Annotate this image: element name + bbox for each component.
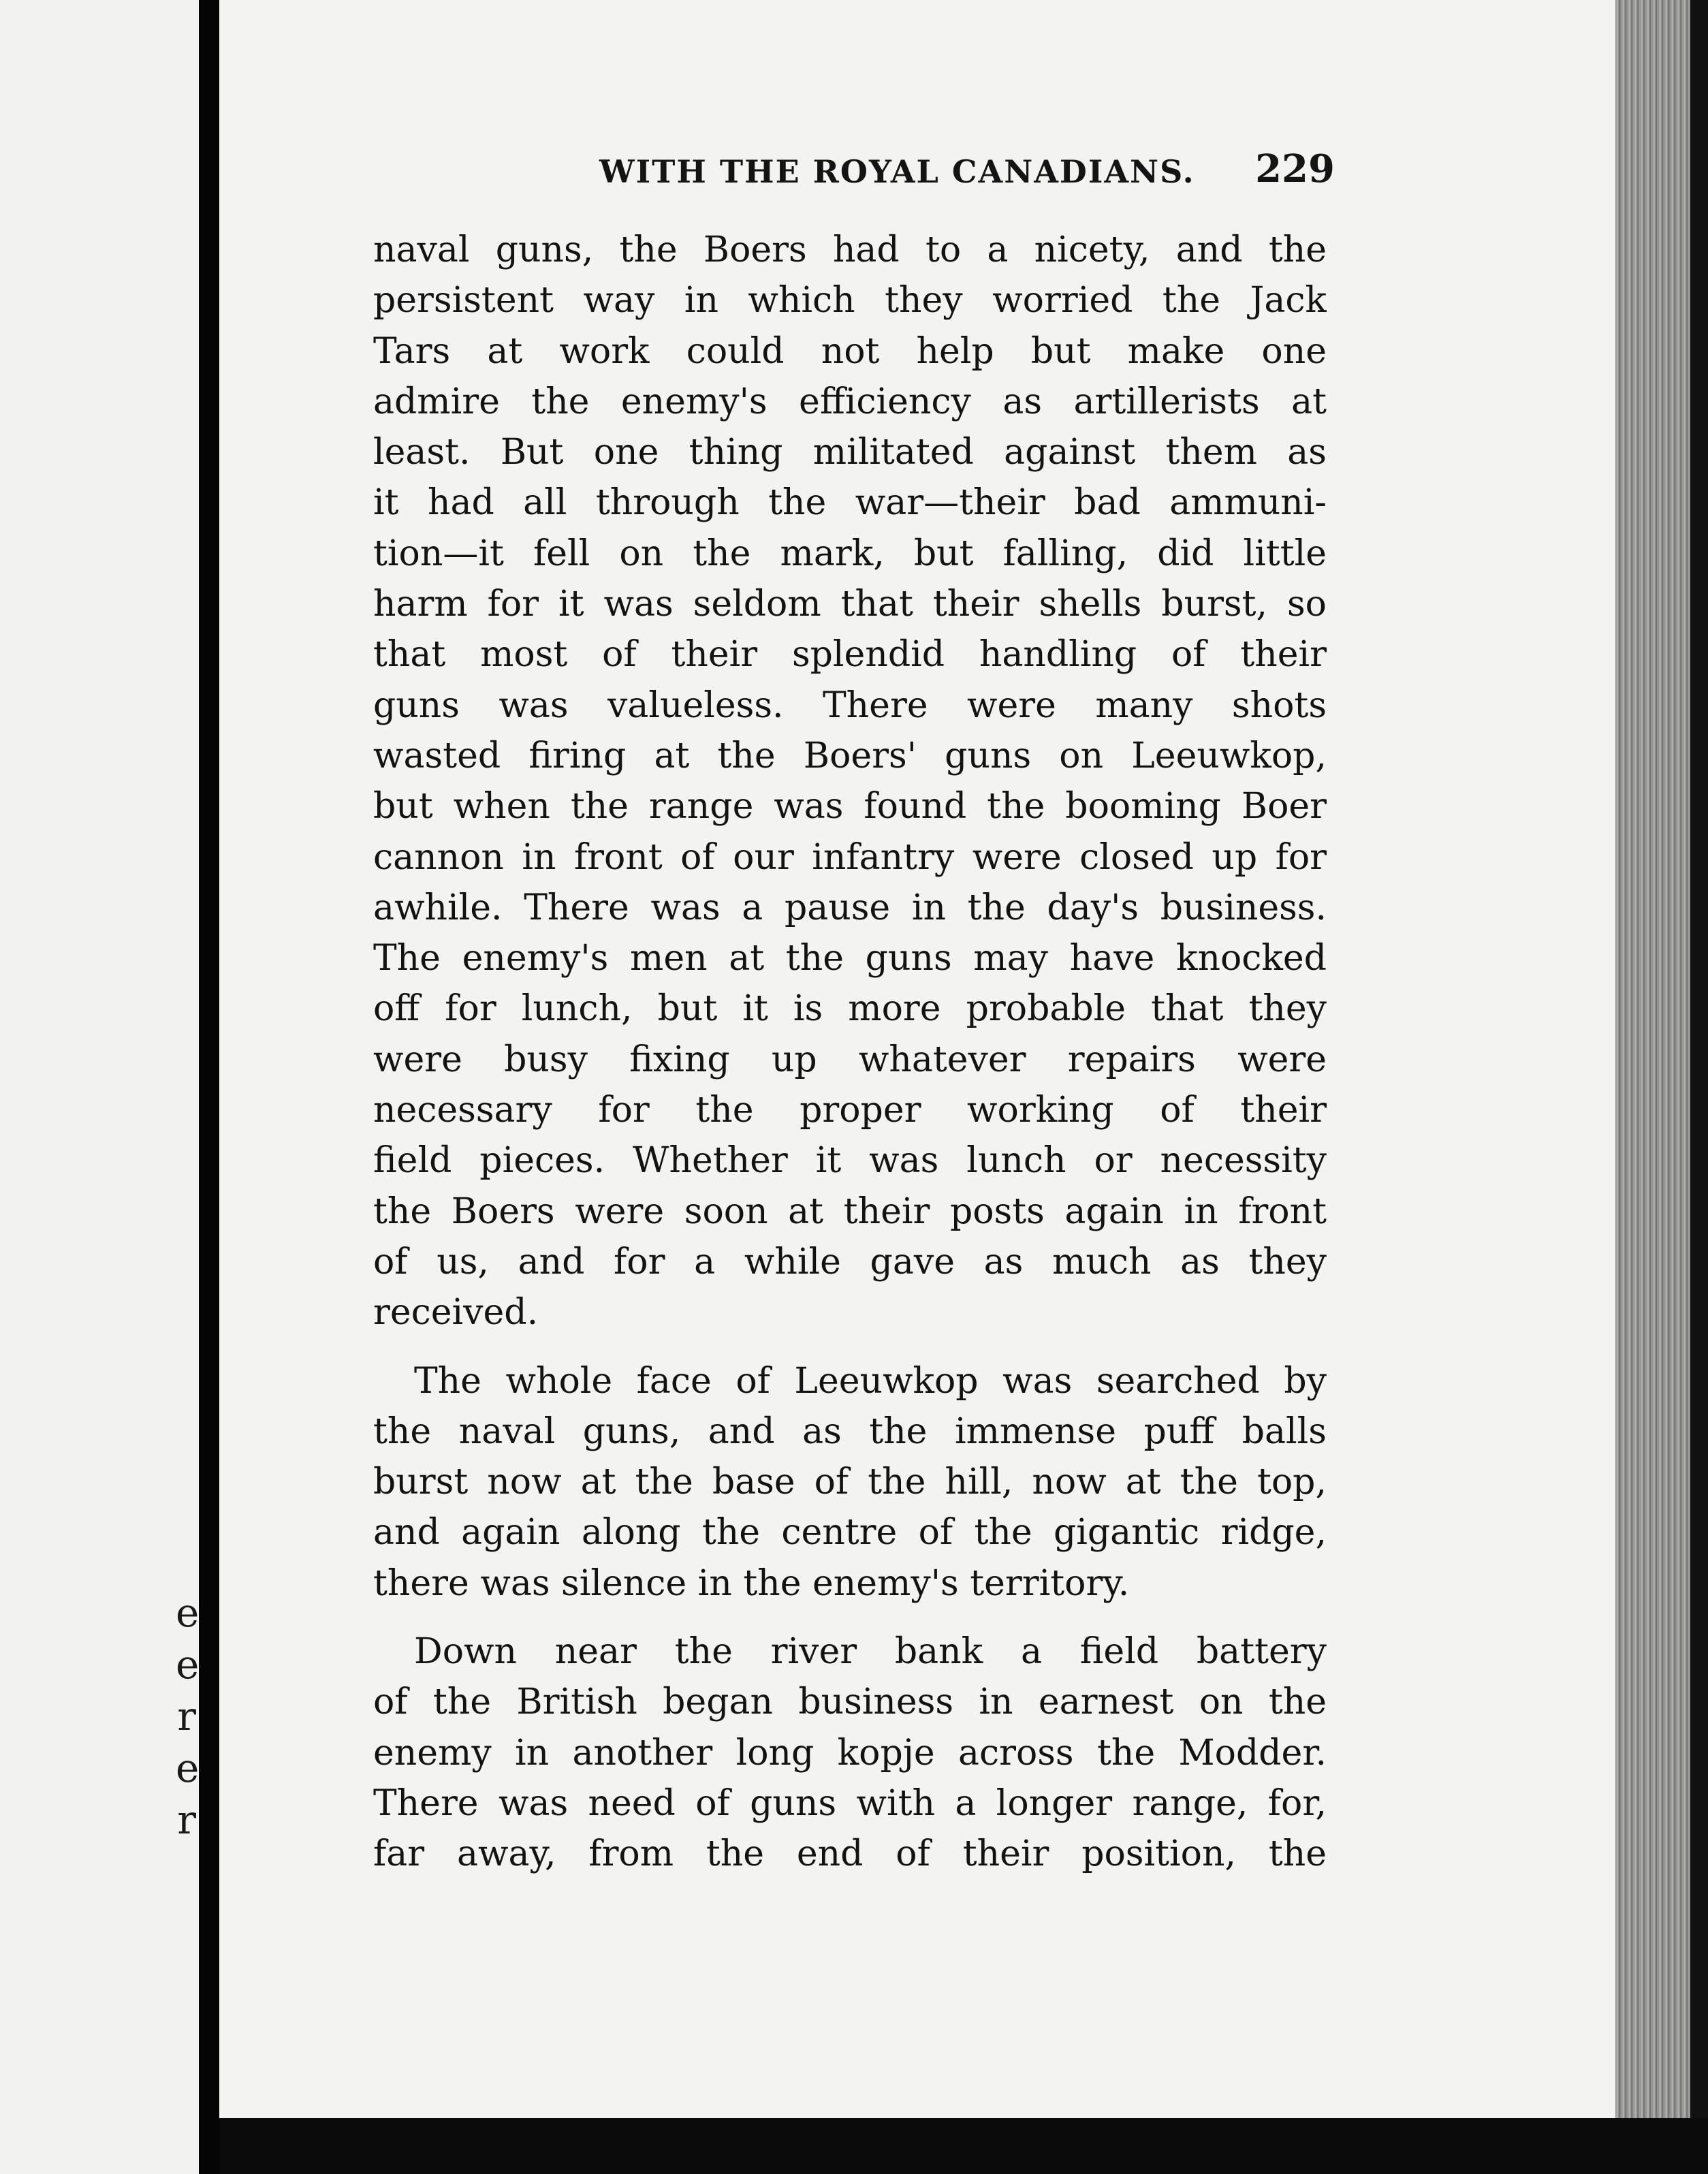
text-line: enemy in another long kopje across the Modder. [373, 1732, 1327, 1774]
text-line: of us, and for a while gave as much as they [373, 1241, 1327, 1282]
running-head [599, 146, 1335, 201]
text-line: that most of their splendid handling of their [373, 634, 1327, 676]
page-number: 229 [1255, 146, 1335, 191]
margin-letter: r [177, 1797, 196, 1843]
text-line: necessary for the proper working of their [373, 1090, 1327, 1131]
text-line: admire the enemy's efficiency as artillerists at [373, 381, 1327, 422]
text-line: received. [373, 1292, 539, 1334]
text-line: The enemy's men at the guns may have knocked [373, 938, 1327, 979]
text-line: the naval guns, and as the immense puff balls [373, 1411, 1327, 1452]
text-line: wasted firing at the Boers' guns on Leeuwkop, [373, 735, 1327, 776]
page-edge-shadow [1690, 0, 1708, 2174]
text-line: but when the range was found the booming Boer [373, 786, 1327, 828]
margin-letter: e [176, 1590, 200, 1636]
text-line: and again along the centre of the gigantic ridge, [373, 1512, 1327, 1554]
text-line: off for lunch, but it is more probable that they [373, 988, 1327, 1030]
scan-bottom-border [219, 2118, 1708, 2174]
text-line: cannon in front of our infantry were closed up for [373, 836, 1327, 878]
text-line: the Boers were soon at their posts again in front [373, 1191, 1327, 1232]
margin-letter: e [176, 1745, 200, 1791]
text-line: There was need of guns with a longer range, for, [373, 1782, 1327, 1824]
body-text [373, 225, 1327, 1880]
page-edges [1615, 0, 1690, 2118]
text-line: of the British began business in earnest on the [373, 1682, 1327, 1723]
text-line: guns was valueless. There were many shots [373, 684, 1327, 726]
margin-letter: r [177, 1693, 196, 1739]
text-line: there was silence in the enemy's territory. [373, 1562, 1130, 1604]
text-line: were busy fixing up whatever repairs were [373, 1039, 1327, 1080]
text-line: The whole face of Leeuwkop was searched by [414, 1360, 1327, 1402]
text-line: it had all through the war—their bad ammuni- [373, 482, 1327, 524]
text-line: awhile. There was a pause in the day's business. [373, 887, 1327, 928]
running-title: WITH THE ROYAL CANADIANS. [599, 153, 1195, 190]
text-line: far away, from the end of their position, the [373, 1833, 1327, 1875]
paragraph-2 [373, 1356, 1327, 1609]
text-line: field pieces. Whether it was lunch or necessity [373, 1140, 1327, 1182]
text-line: burst now at the base of the hill, now at the top, [373, 1462, 1327, 1503]
margin-letter: e [176, 1641, 200, 1688]
left-page-margin-letters [176, 1587, 200, 1846]
text-line: persistent way in which they worried the Jack [373, 280, 1327, 321]
text-line: least. But one thing militated against them as [373, 432, 1327, 473]
text-line: tion—it fell on the mark, but falling, did little [373, 533, 1327, 574]
text-line: naval guns, the Boers had to a nicety, and the [373, 230, 1327, 270]
text-line: harm for it was seldom that their shells burst, so [373, 584, 1327, 625]
text-line: Down near the river bank a field battery [414, 1631, 1327, 1673]
left-page-fragment [0, 0, 199, 2174]
text-line: Tars at work could not help but make one [373, 330, 1327, 372]
paragraph-1 [373, 225, 1327, 1338]
paragraph-3 [373, 1626, 1327, 1879]
book-gutter [199, 0, 219, 2174]
